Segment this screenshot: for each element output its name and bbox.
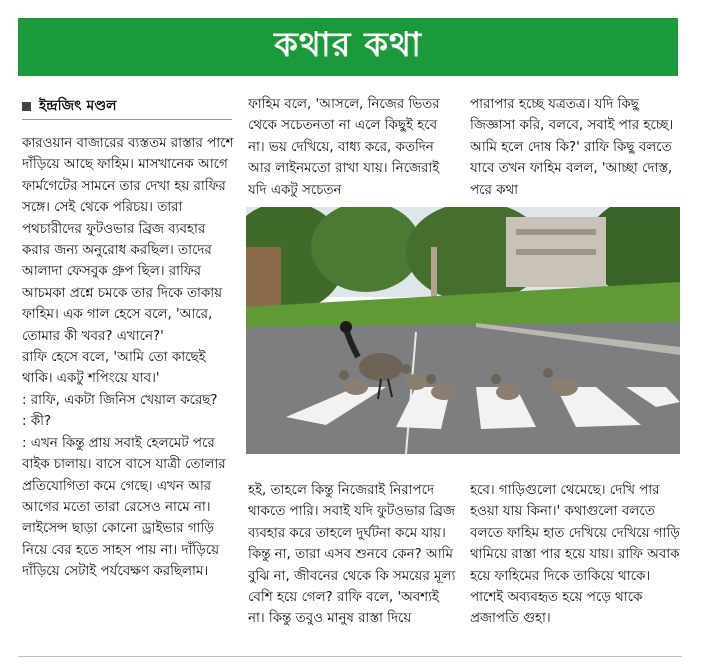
paragraph: রাফি হেসে বলে, 'আমি তো কাছেই থাকি। একটু শপিংয়ে যাব।' <box>22 350 206 387</box>
article-column-3-bottom <box>470 480 682 650</box>
article-column-3-top <box>470 94 682 202</box>
paragraph: হবে। গাড়িগুলো থেমেছে। দেখি পার হওয়া যায় কিনা।' কথাগুলো বলতে বলতে ফাহিম হাত দেখিয়ে দেখিয়ে গাড়ি থামিয়ে রাস্তা পার হয়ে যায়। রাফি অবাক হয়ে ফাহিমের দিকে তাকিয়ে থাকে। পাশেই অব্যবহৃত হয়ে পড়ে থাকে প্রজাপতি গুহা। <box>470 483 680 627</box>
article-column-2-top <box>248 94 456 202</box>
paragraph: হই, তাহলে কিন্তু নিজেরাই নিরাপদে থাকতে পারি। সবাই যদি ফুটওভার ব্রিজ ব্যবহার করে তাহলে দুর্ঘটনা কমে যায়। কিন্তু না, তারা এসব শুনবে কেন? আমি বুঝি না, জীবনের থেকে কি সময়ের মূল্য বেশি হয়ে গেল? রাফি বলে, 'অবশ্যই না। কিন্তু তবুও মানুষ রাস্তা দিয়ে <box>248 483 456 627</box>
article-column-1 <box>22 133 234 648</box>
byline-divider <box>22 119 232 120</box>
paragraph: ফাহিম বলে, 'আসলে, নিজের ভিতর থেকে সচেতনতা না এলে কিছুই হবে না। ভয় দেখিয়ে, বাধ্য করে, কতদিন আর লাইনমতো রাখা যায়। নিজেরাই যদি একটু সচেতন <box>248 97 440 198</box>
paragraph: কারওয়ান বাজারের ব্যস্ততম রাস্তার পাশে দাঁড়িয়ে আছে ফাহিম। মাসখানেক আগে ফার্মগেটের সামনে তার দেখা হয় রাফির সঙ্গে। সেই থেকে পরিচয়। তারা পথচারীদের ফুটওভার ব্রিজ ব্যবহার করার জন্য অনুরোধ করছিল। তাদের আলাদা ফেসবুক গ্রুপ ছিল। রাফির আচমকা প্রশ্নে চমকে তার দিকে তাকায় ফাহিম। এক গাল হেসে বলে, 'আরে, তোমার কী খবর? এখানে?' <box>22 136 234 344</box>
article-column-2-bottom <box>248 480 456 650</box>
paragraph: : এখন কিন্তু প্রায় সবাই হেলমেট পরে বাইক চালায়। বাসে বাসে যাত্রী তোলার প্রতিযোগিতা কমে গেছে। এখন আর আগের মতো তারা রেসেও নামে না। লাইসেন্স ছাড়া কোনো ড্রাইভার গাড়ি নিয়ে বের হতে সাহস পায় না। দাঁড়িয়ে দাঁড়িয়ে সেটাই পর্যবেক্ষণ করছিলাম। <box>22 435 226 580</box>
paragraph: : কী? <box>22 414 52 430</box>
paragraph: পারাপার হচ্ছে যত্রতত্র। যদি কিছু জিজ্ঞাসা করি, বলবে, সবাই পার হচ্ছে। আমি হলে দোষ কি?' রাফি কিছু বলতে যাবে তখন ফাহিম বলল, 'আচ্ছা দোস্ত, পরে কথা <box>470 97 674 198</box>
paragraph: : রাফি, একটা জিনিস খেয়াল করেছ? <box>22 392 218 408</box>
byline-square-icon <box>22 102 31 111</box>
section-banner <box>18 18 678 76</box>
article-photo <box>246 207 680 454</box>
section-title: কথার কথা <box>274 24 422 65</box>
byline <box>22 94 232 118</box>
page-bottom-divider <box>18 656 682 657</box>
author-name: ইন্দ্রজিৎ মণ্ডল <box>39 98 117 114</box>
ducks-crossing-image <box>246 207 680 454</box>
